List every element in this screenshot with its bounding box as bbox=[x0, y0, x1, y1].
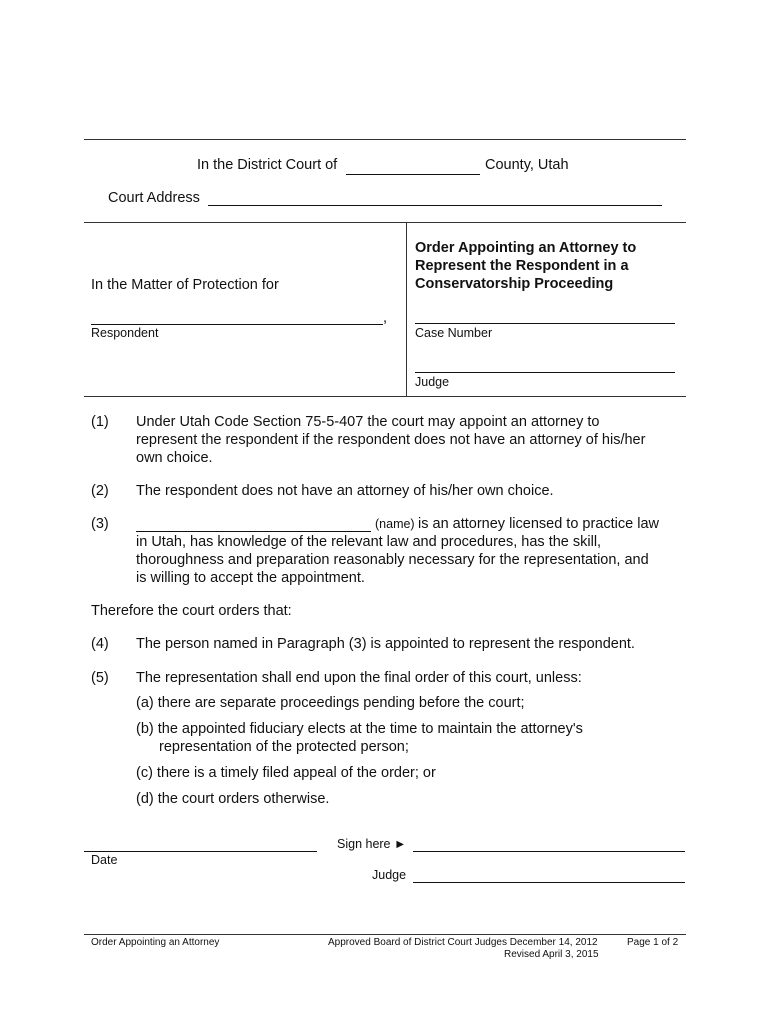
caption-divider bbox=[406, 222, 407, 397]
title-line-1: Order Appointing an Attorney to bbox=[415, 240, 637, 256]
paragraph-4-number: (4) bbox=[91, 636, 109, 652]
paragraph-1-line: own choice. bbox=[136, 450, 213, 466]
footer-revised: Revised April 3, 2015 bbox=[504, 949, 599, 960]
paragraph-5: The representation shall end upon the final order of this court, unless: bbox=[136, 670, 582, 686]
court-suffix: County, Utah bbox=[485, 157, 569, 173]
judge-signature-label: Judge bbox=[372, 868, 407, 882]
paragraph-2 bbox=[136, 482, 681, 500]
paragraph-2-number: (2) bbox=[91, 483, 109, 499]
footer-page-number: Page 1 of 2 bbox=[627, 937, 679, 948]
court-address-label: Court Address bbox=[108, 190, 200, 206]
respondent-name-blank[interactable] bbox=[91, 324, 383, 325]
court-prefix: In the District Court of bbox=[197, 157, 338, 173]
paragraph-3-line: is willing to accept the appointment. bbox=[136, 570, 365, 586]
paragraph-3 bbox=[136, 533, 681, 587]
footer-rule bbox=[84, 934, 686, 935]
judge-label: Judge bbox=[415, 375, 450, 389]
paragraph-3-first-line: is an attorney licensed to practice law bbox=[418, 516, 659, 532]
signature-blank[interactable] bbox=[413, 851, 685, 852]
top-rule bbox=[84, 139, 686, 140]
footer-approved: Approved Board of District Court Judges December 14, 2012 bbox=[328, 937, 598, 948]
attorney-name-blank[interactable] bbox=[136, 531, 371, 532]
paragraph-1-line: Under Utah Code Section 75-5-407 the court may appoint an attorney to bbox=[136, 414, 600, 430]
respondent-label: Respondent bbox=[91, 326, 159, 340]
sign-here-label: Sign here ► bbox=[337, 837, 407, 851]
judge-blank[interactable] bbox=[415, 372, 675, 373]
caption-top-rule bbox=[84, 222, 686, 223]
respondent-comma: , bbox=[383, 310, 388, 326]
judge-signature-blank[interactable] bbox=[413, 882, 685, 883]
exception-b: (b) the appointed fiduciary elects at the time to maintain the attorney's bbox=[136, 721, 583, 737]
exception-d: (d) the court orders otherwise. bbox=[136, 791, 330, 807]
case-number-blank[interactable] bbox=[415, 323, 675, 324]
exception-c: (c) there is a timely filed appeal of the order; or bbox=[136, 765, 436, 781]
court-address-blank[interactable] bbox=[208, 205, 662, 206]
caption-bottom-rule bbox=[84, 396, 686, 397]
paragraph-1-line: represent the respondent if the respondent does not have an attorney of his/her bbox=[136, 432, 646, 448]
paragraph-1 bbox=[136, 413, 681, 467]
paragraph-3-number: (3) bbox=[91, 516, 109, 532]
date-blank[interactable] bbox=[84, 851, 317, 852]
paragraph-3-line: in Utah, has knowledge of the relevant law and procedures, has the skill, bbox=[136, 534, 602, 550]
case-number-label: Case Number bbox=[415, 326, 493, 340]
county-blank[interactable] bbox=[346, 174, 480, 175]
matter-label: In the Matter of Protection for bbox=[91, 277, 279, 293]
date-label: Date bbox=[91, 853, 118, 867]
footer-form-name: Order Appointing an Attorney bbox=[91, 937, 220, 948]
title-line-3: Conservatorship Proceeding bbox=[415, 276, 614, 292]
document-title bbox=[415, 239, 636, 293]
title-line-2: Represent the Respondent in a bbox=[415, 258, 629, 274]
orders-intro: Therefore the court orders that: bbox=[91, 603, 292, 619]
paragraph-4: The person named in Paragraph (3) is appointed to represent the respondent. bbox=[136, 636, 635, 652]
exception-b-continued: representation of the protected person; bbox=[159, 739, 409, 755]
attorney-name-label: (name) bbox=[375, 517, 415, 531]
paragraph-5-number: (5) bbox=[91, 670, 109, 686]
exception-a: (a) there are separate proceedings pending before the court; bbox=[136, 695, 525, 711]
paragraph-1-number: (1) bbox=[91, 414, 109, 430]
paragraph-3-line: thoroughness and preparation reasonably necessary for the representation, and bbox=[136, 552, 649, 568]
paragraph-2-line: The respondent does not have an attorney of his/her own choice. bbox=[136, 483, 554, 499]
